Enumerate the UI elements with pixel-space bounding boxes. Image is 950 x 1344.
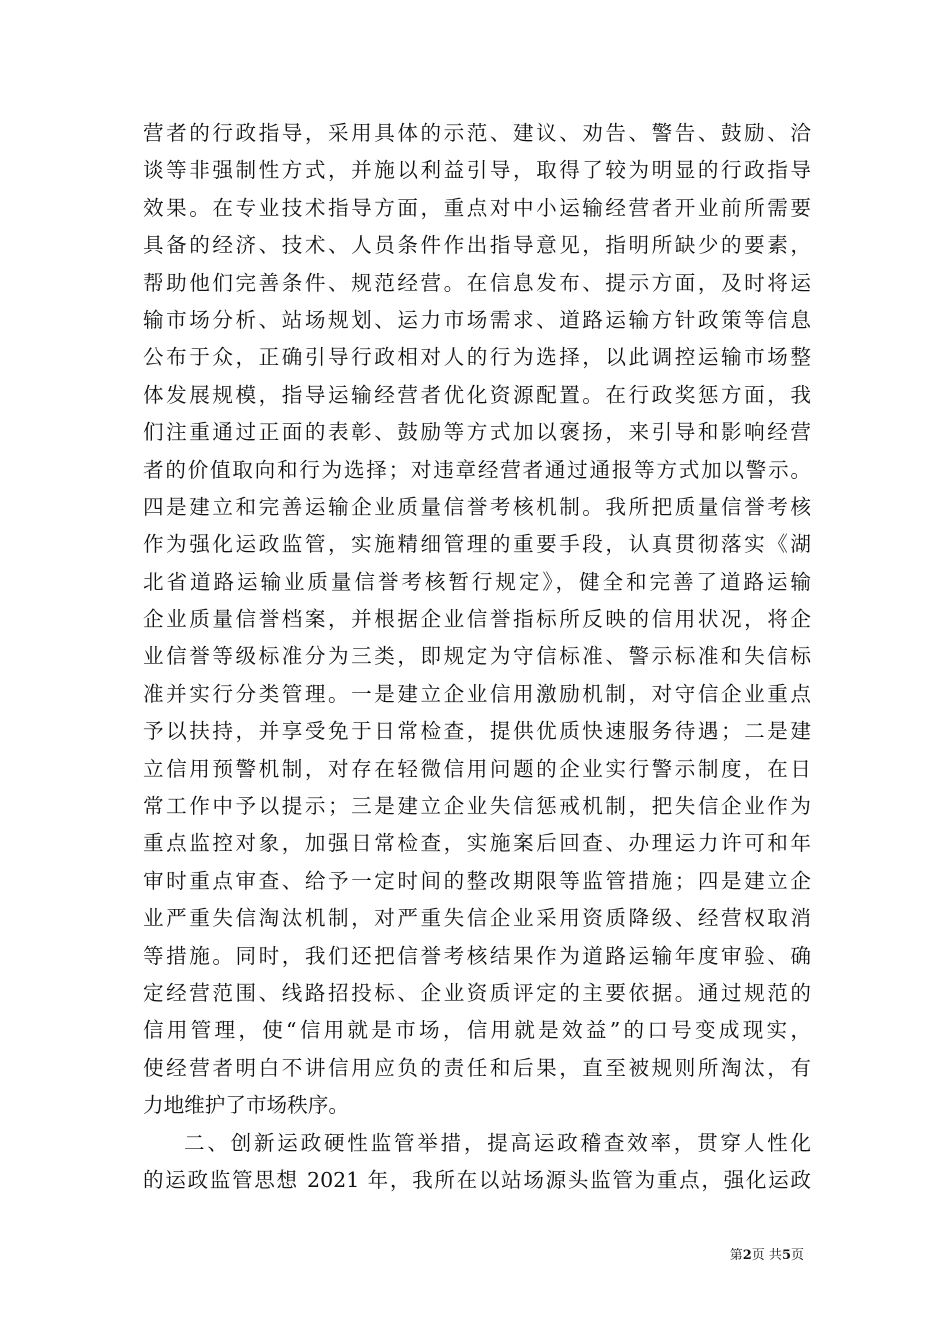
- text-line: 常工作中予以提示；三是建立企业失信惩戒机制，把失信企业作为: [143, 794, 811, 819]
- text-line: 具备的经济、技术、人员条件作出指导意见，指明所缺少的要素，: [143, 233, 811, 258]
- text-line: 的运政监管思想 2021 年，我所在以站场源头监管为重点，强化运政: [143, 1167, 811, 1192]
- section-heading-line: 二、创新运政硬性监管举措，提高运政稽查效率，贯穿人性化: [184, 1130, 811, 1155]
- text-line: 使经营者明白不讲信用应负的责任和后果，直至被规则所淘汰，有: [143, 1055, 811, 1080]
- text-line: 准并实行分类管理。一是建立企业信用激励机制，对守信企业重点: [143, 681, 811, 706]
- text-line: 审时重点审查、给予一定时间的整改期限等监管措施；四是建立企: [143, 868, 811, 893]
- text-line: 体发展规模，指导运输经营者优化资源配置。在行政奖惩方面，我: [143, 382, 811, 407]
- body-text: [143, 115, 811, 1199]
- text-line: 企业质量信誉档案，并根据企业信誉指标所反映的信用状况，将企: [143, 607, 811, 632]
- text-line: 四是建立和完善运输企业质量信誉考核机制。我所把质量信誉考核: [143, 494, 811, 519]
- text-line: 帮助他们完善条件、规范经营。在信息发布、提示方面，及时将运: [143, 270, 811, 295]
- text-line: 作为强化运政监管，实施精细管理的重要手段，认真贯彻落实《湖: [143, 532, 811, 557]
- text-line: 力地维护了市场秩序。: [143, 1093, 349, 1118]
- text-line: 们注重通过正面的表彰、鼓励等方式加以褒扬，来引导和影响经营: [143, 420, 811, 445]
- text-line: 北省道路运输业质量信誉考核暂行规定》，健全和完善了道路运输: [143, 569, 811, 594]
- page-footer: [730, 1248, 804, 1264]
- current-page-number: 2: [742, 1248, 752, 1263]
- text-line: 者的价值取向和行为选择；对违章经营者通过通报等方式加以警示。: [143, 457, 811, 482]
- text-line: 业信誉等级标准分为三类，即规定为守信标准、警示标准和失信标: [143, 644, 811, 669]
- text-line: 立信用预警机制，对存在轻微信用问题的企业实行警示制度，在日: [143, 756, 811, 781]
- text-line: 等措施。同时，我们还把信誉考核结果作为道路运输年度审验、确: [143, 943, 811, 968]
- footer-middle: 页 共: [751, 1248, 782, 1263]
- footer-suffix: 页: [790, 1248, 804, 1263]
- text-line: 公布于众，正确引导行政相对人的行为选择，以此调控运输市场整: [143, 345, 811, 370]
- total-pages-number: 5: [781, 1248, 791, 1263]
- text-line: 效果。在专业技术指导方面，重点对中小运输经营者开业前所需要: [143, 195, 811, 220]
- text-line: 输市场分析、站场规划、运力市场需求、道路运输方针政策等信息: [143, 307, 811, 332]
- text-line: 定经营范围、线路招投标、企业资质评定的主要依据。通过规范的: [143, 980, 811, 1005]
- text-line: 重点监控对象，加强日常检查，实施案后回查、办理运力许可和年: [143, 831, 811, 856]
- text-line: 信用管理，使“信用就是市场，信用就是效益”的口号变成现实，: [143, 1018, 811, 1043]
- text-line: 谈等非强制性方式，并施以利益引导，取得了较为明显的行政指导: [143, 158, 811, 183]
- footer-prefix: 第: [729, 1248, 743, 1263]
- text-line: 营者的行政指导，采用具体的示范、建议、劝告、警告、鼓励、洽: [143, 121, 811, 145]
- text-line: 予以扶持，并享受免于日常检查，提供优质快速服务待遇；二是建: [143, 719, 811, 744]
- text-line: 业严重失信淘汰机制，对严重失信企业采用资质降级、经营权取消: [143, 906, 811, 931]
